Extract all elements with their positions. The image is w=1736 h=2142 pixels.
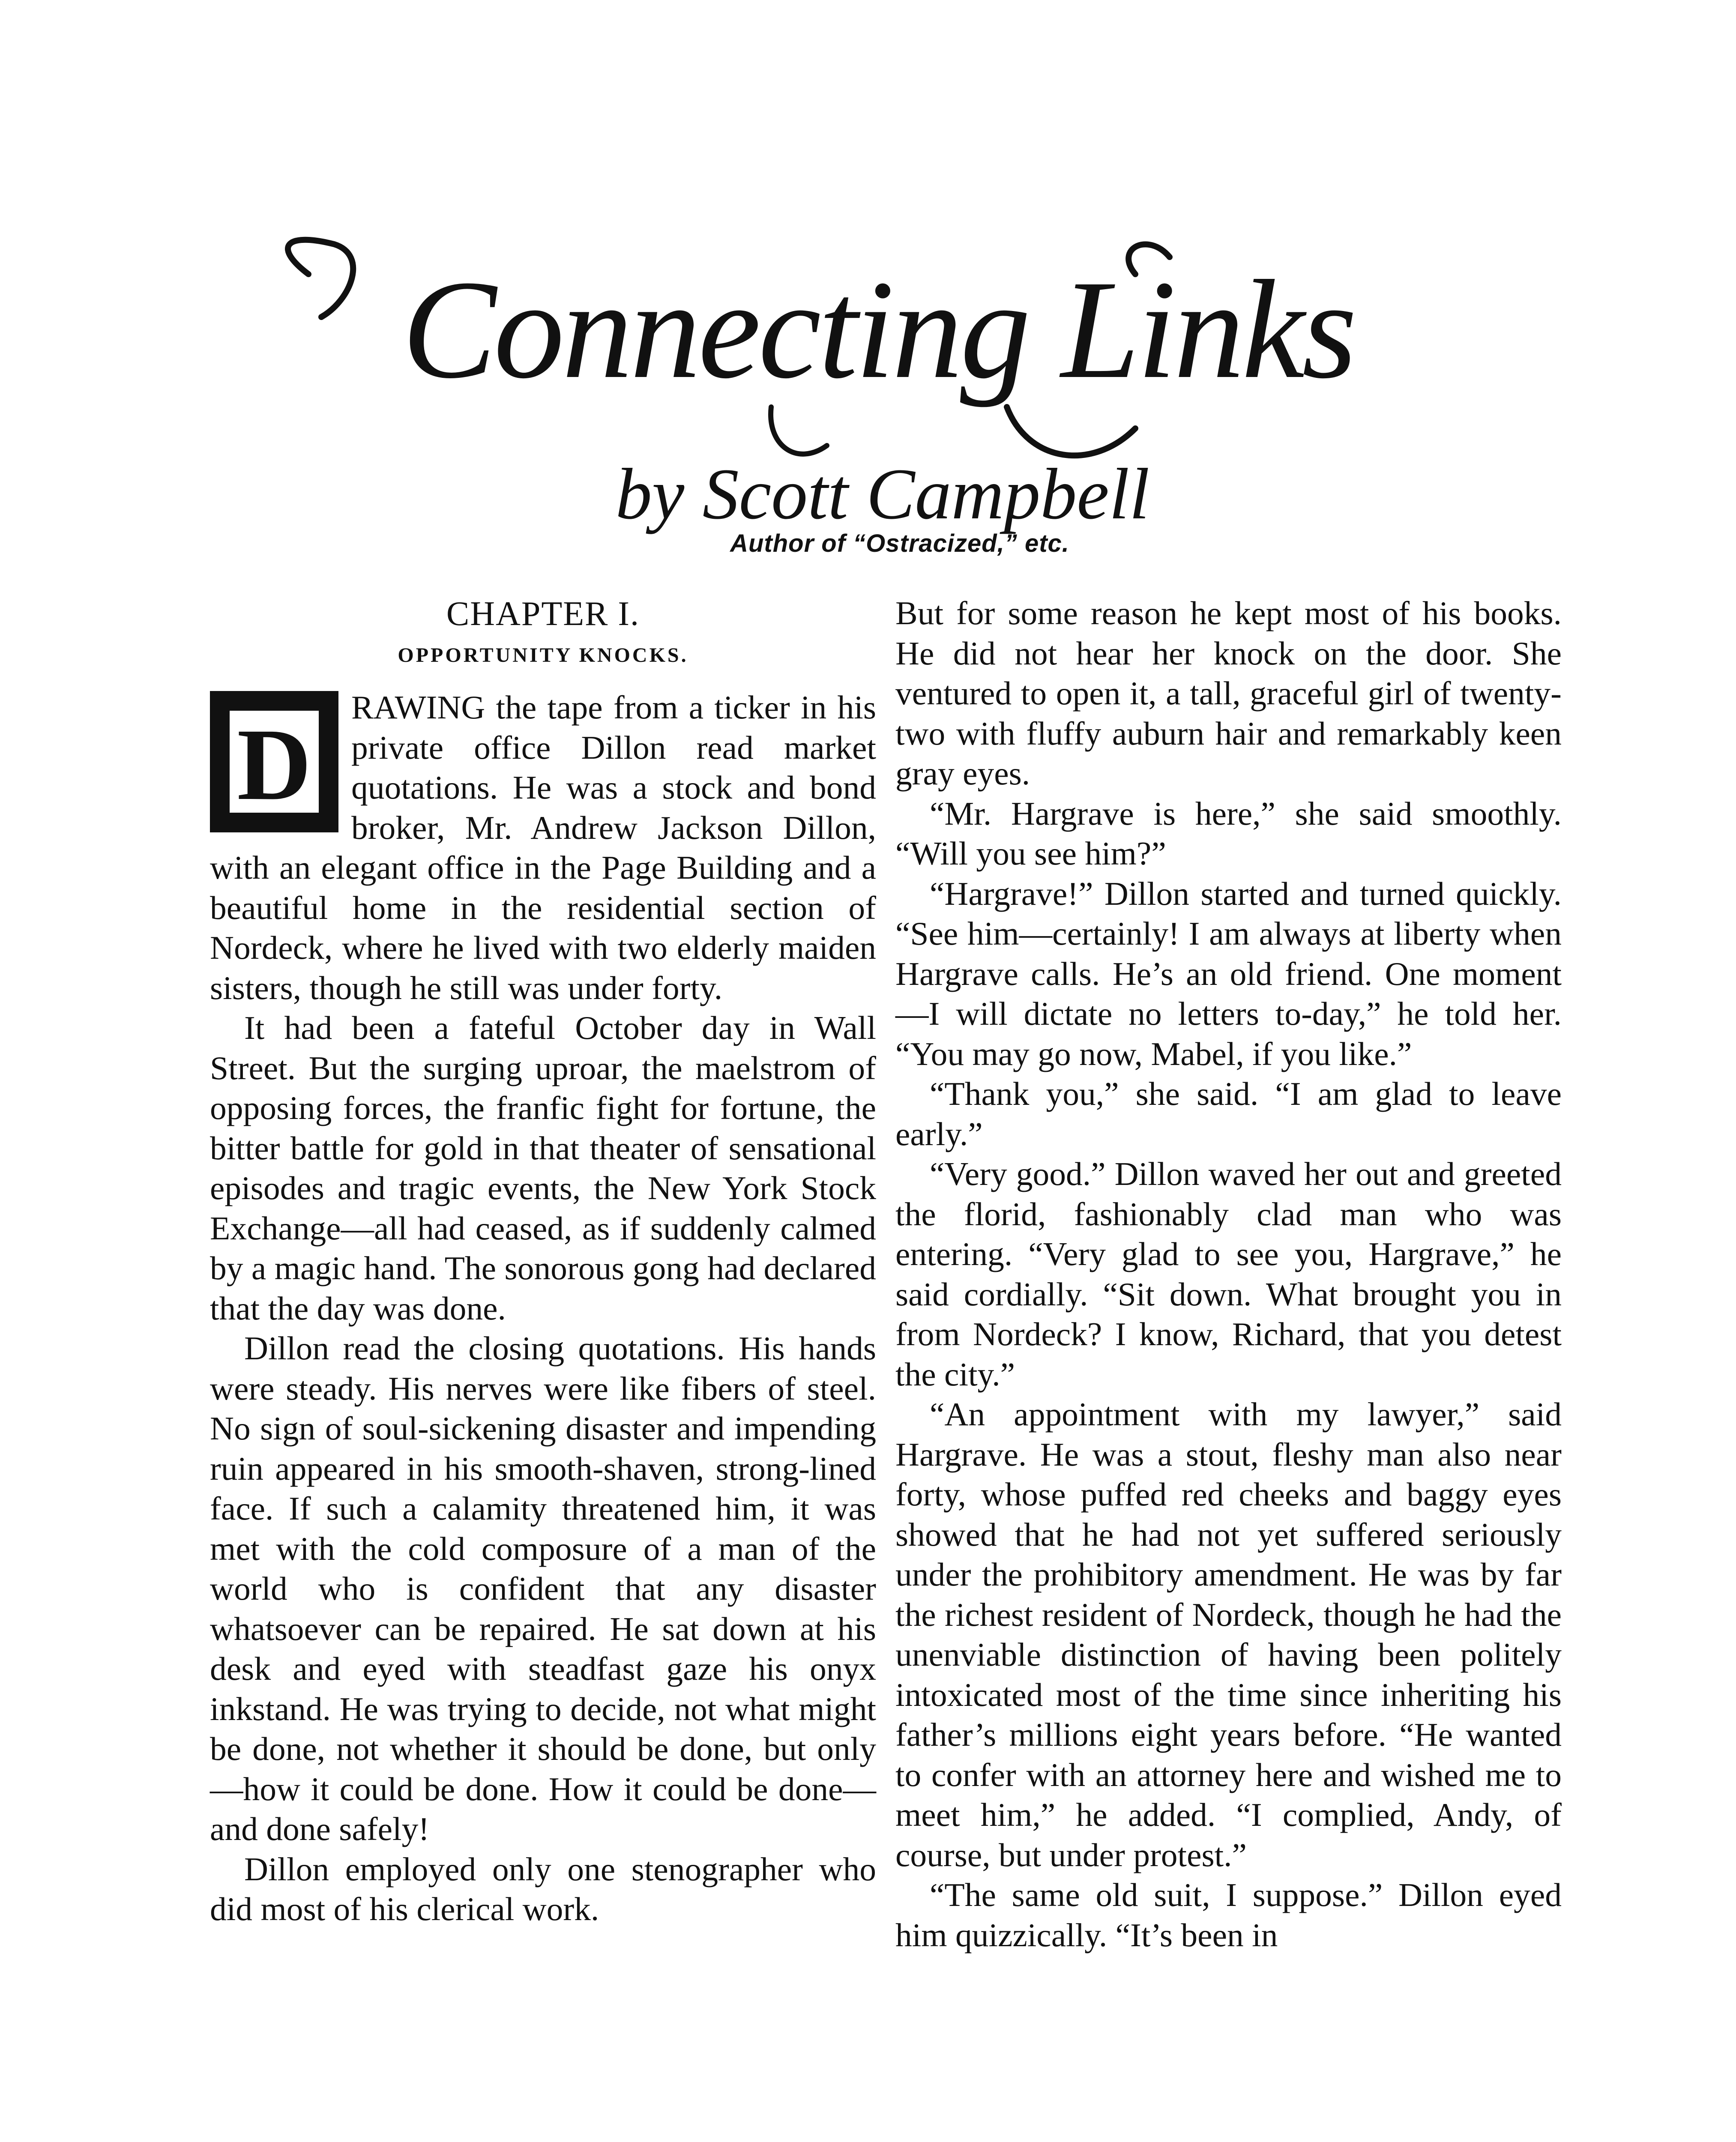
paragraph: RAWING the tape from a ticker in his private office Dillon read market quotations. He was a stock and bond broker, Mr. Andrew Jackson Dillon, with an elegant office in the Page Building and a beautiful home in the residential section of Nordeck, where he lived with two elderly maiden sisters, though he still was under forty. [210, 689, 876, 1006]
paragraph: “Hargrave!” Dillon started and turned quickly. “See him—certainly! I am always at liberty when Hargrave calls. He’s an old friend. One moment—I will dictate no letters to-day,” he told her. “You may go now, Mabel, if you like.” [895, 875, 1562, 1072]
dropcap-ornament [210, 691, 338, 832]
paragraph: “An appointment with my lawyer,” said Hargrave. He was a stout, fleshy man also near forty, whose puffed red cheeks and baggy eyes showed that he had not yet suffered seriously under the prohibitory amendment. He was by far the richest resident of Nordeck, though he had the unenviable distinction of having been politely intoxicated most of the time since inheriting his father’s millions eight years before. “He wanted to confer with an attorney here and wished me to meet him,” he added. “I complied, Andy, of course, but under protest.” [895, 1396, 1562, 1873]
dropcap-frame [227, 707, 321, 821]
svg-text:by Scott Campbell: by Scott Campbell [615, 454, 1150, 534]
left-column [210, 593, 876, 1930]
chapter-subheading: OPPORTUNITY KNOCKS. [398, 644, 688, 667]
paragraph: “Mr. Hargrave is here,” she said smoothly. “Will you see him?” [895, 795, 1562, 872]
paragraph: “Very good.” Dillon waved her out and greeted the florid, fashionably clad man who was entering. “Very glad to see you, Hargrave,” he said cordially. “Sit down. What brought you in from Nordeck? I know, Richard, that you detest the city.” [895, 1155, 1562, 1393]
paragraph: “Thank you,” she said. “I am glad to leave early.” [895, 1075, 1562, 1152]
paragraph: It had been a fateful October day in Wall Street. But the surging uproar, the maelstrom of opposing forces, the franfic fight for fortune, the bitter battle for gold in that theater of sensational episodes and tragic events, the New York Stock Exchange—all had ceased, as if suddenly calmed by a magic hand. The sonorous gong had declared that the day was done. [210, 1009, 876, 1327]
paragraph: Dillon read the closing quotations. His hands were steady. His nerves were like fibers of steel. No sign of soul-sickening disaster and impending ruin appeared in his smooth-shaven, strong-lined face. If such a calamity threatened him, it was met with the cold composure of a man of the world who is confident that any disaster whatsoever can be repaired. He sat down at his desk and eyed with steadfast gaze his onyx inkstand. He was trying to decide, not what might be done, not whether it should be done, but only—how it could be done. How it could be done—and done safely! [210, 1330, 876, 1847]
chapter-heading: CHAPTER I. [446, 595, 640, 633]
right-column [895, 593, 1562, 1955]
svg-text:Connecting Links: Connecting Links [402, 251, 1355, 408]
paragraph: “The same old suit, I suppose.” Dillon eyed him quizzically. “It’s been in [895, 1876, 1562, 1954]
author-note: Author of “Ostracized,” etc. [730, 530, 1069, 557]
paragraph: Dillon employed only one stenographer who did most of his clerical work. [210, 1850, 876, 1927]
dropcap-letter: D [237, 707, 311, 821]
paragraph: But for some reason he kept most of his books. He did not hear her knock on the door. She ventured to open it, a tall, graceful girl of twenty-two with fluffy auburn hair and remarkably keen gray eyes. [895, 595, 1562, 792]
